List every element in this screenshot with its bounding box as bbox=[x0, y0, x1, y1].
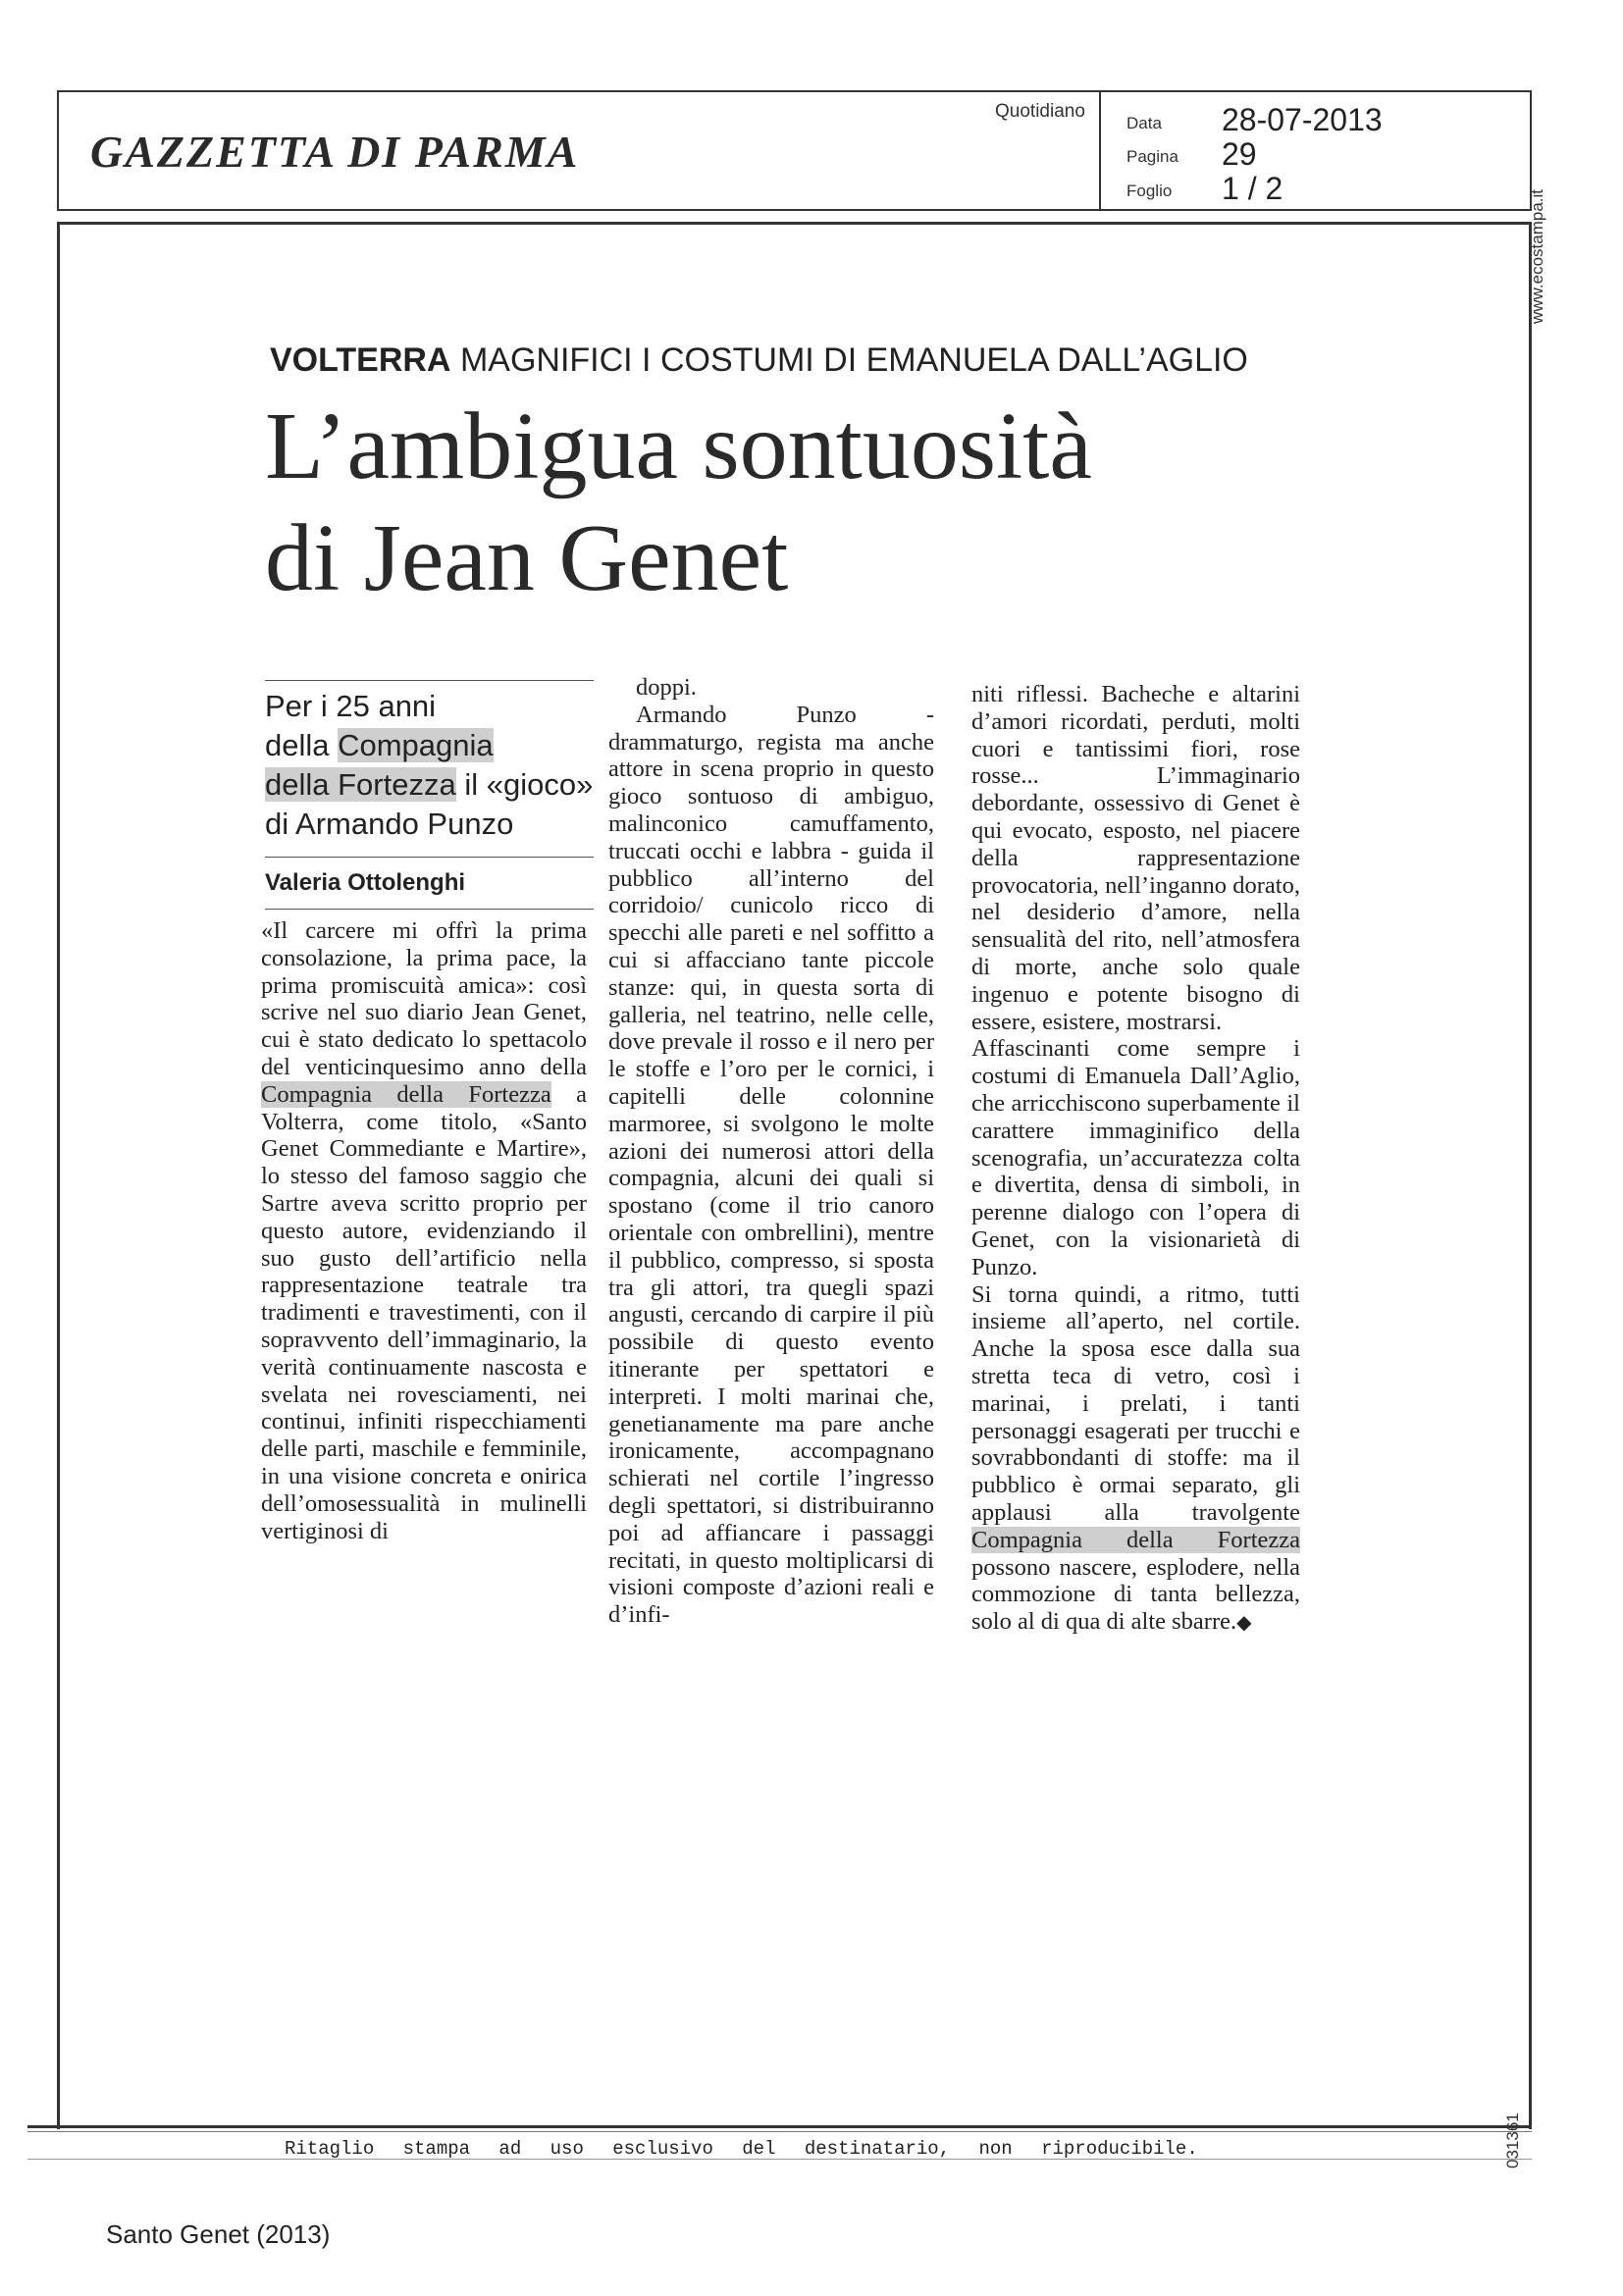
article-kicker bbox=[270, 341, 1248, 380]
summary-line-4: di Armando Punzo bbox=[265, 807, 514, 841]
summary-text: della bbox=[265, 728, 339, 762]
paragraph-text: «Il carcere mi offrì la prima consolazione, la prima pace, la prima promiscuità amica»: così scrive nel suo diario Jean Genet, cui è stato dedicato lo spettacolo del venticinquesimo anno della bbox=[261, 917, 587, 1080]
frame-bottom-rule bbox=[27, 2125, 1532, 2128]
end-mark-icon: ◆ bbox=[1236, 1612, 1252, 1635]
article-column-1 bbox=[261, 917, 587, 1544]
document-caption: Santo Genet (2013) bbox=[106, 2219, 331, 2249]
summary-line-3 bbox=[265, 765, 599, 805]
summary-top-rule bbox=[265, 680, 594, 681]
article-headline bbox=[265, 391, 1423, 614]
headline-line-2: di Jean Genet bbox=[265, 505, 789, 611]
clipping-code: 031361 bbox=[1503, 2113, 1522, 2168]
frame-right-rule bbox=[1529, 222, 1532, 2129]
newspaper-masthead: GAZZETTA DI PARMA bbox=[90, 127, 580, 177]
meta-label-date: Data bbox=[1126, 114, 1162, 132]
paragraph-text: a Volterra, come titolo, «Santo Genet Commediante e Martire», lo stesso del famoso saggio che Sartre aveva scritto proprio per questo autore, evidenziando il suo gusto dell’artificio nella rappresentazione teatrale tra tradimenti e travestimenti, con il sopravvento dell’immaginario, la verità continuamente nascosta e svelata nei rovesciamenti, nei continui, infiniti rispecchiamenti delle parti, maschile e femminile, in una visione concreta e onirica dell’omosessualità in mulinelli vertiginosi di bbox=[261, 1080, 587, 1544]
column-paragraph bbox=[261, 917, 587, 1544]
column-paragraph bbox=[971, 1281, 1300, 1638]
kicker-text: MAGNIFICI I COSTUMI DI EMANUELA DALL’AGLIO bbox=[459, 341, 1248, 379]
clipping-disclaimer: Ritaglio stampa ad uso esclusivo del destinatario, non riproducibile. bbox=[285, 2138, 1198, 2160]
meta-value-sheet: 1 / 2 bbox=[1222, 171, 1283, 206]
article-column-3 bbox=[971, 681, 1300, 1638]
frame-top-rule bbox=[57, 222, 1532, 225]
header-divider bbox=[1099, 90, 1101, 211]
highlighted-text: Compagnia bbox=[338, 728, 494, 762]
headline-line-1: L’ambigua sontuosità bbox=[265, 393, 1092, 499]
column-paragraph: Affascinanti come sempre i costumi di Emanuela Dall’Aglio, che arricchiscono superbamente il carattere immaginifico della scenografia, un’accuratezza colta e divertita, densa di simboli, in perenne dialogo con l’opera di Genet, con la visionarietà di Punzo. bbox=[971, 1035, 1300, 1280]
author-rule bbox=[265, 909, 594, 910]
column-paragraph: Armando Punzo - drammaturgo, regista ma anche attore in scena proprio in questo gioco sontuoso di ambiguo, malinconico camuffamento, truccati occhi e labbra - guida il pubblico all’interno del corridoio/ cunicolo ricco di specchi alle pareti e nel soffitto a cui si affacciano tante piccole stanze: qui, in questa sorta di galleria, nel teatrino, nelle celle, dove prevale il rosso e il nero per le stoffe e l’oro per le cornici, i capitelli delle colonnine marmoree, si svolgono le molte azioni dei numerosi attori della compagnia, alcuni dei quali si spostano (come il trio canoro orientale con ombrellini), mentre il pubblico, compresso, si sposta tra gli attori, tra quegli spazi angusti, cercando di carpire il più possibile di questo evento itinerante per spettatori e interpreti. I molti marinai che, genetianamente ma pare anche ironicamente, accompagnano schierati nel cortile l’ingresso degli spettatori, si distribuiranno poi ad affiancare i passaggi recitati, in questo moltiplicarsi di visioni composte d’azioni reali e d’infi- bbox=[608, 701, 934, 1629]
summary-bottom-rule bbox=[265, 857, 594, 858]
summary-text: il «gioco» bbox=[455, 767, 594, 802]
highlighted-text: Compagnia della Fortezza bbox=[261, 1080, 551, 1108]
highlighted-text: Compagnia della Fortezza bbox=[971, 1526, 1300, 1553]
column-paragraph: niti riflessi. Bacheche e altarini d’amori ricordati, perduti, molti cuori e tantissimi fiori, rose rosse... L’immaginario debordante, ossessivo di Genet è qui evocato, esposto, nel piacere della rappresentazione provocatoria, nell’inganno dorato, nel desiderio d’amore, nella sensualità del rito, nell’atmosfera di morte, anche solo quale ingenuo e potente bisogno di essere, esistere, mostrarsi. bbox=[971, 681, 1300, 1035]
source-url: www.ecostampa.it bbox=[1528, 189, 1546, 324]
highlighted-text: della Fortezza bbox=[265, 767, 456, 802]
frame-bottom-rule-thin bbox=[27, 2131, 1532, 2132]
column-paragraph: doppi. bbox=[636, 674, 697, 701]
summary-line-1: Per i 25 anni bbox=[265, 689, 437, 723]
meta-value-date: 28-07-2013 bbox=[1222, 102, 1383, 137]
meta-value-page: 29 bbox=[1222, 136, 1257, 172]
publication-type: Quotidiano bbox=[995, 101, 1085, 122]
kicker-location: VOLTERRA bbox=[270, 341, 451, 379]
paragraph-text: possono nascere, esplodere, nella commozione di tanta bellezza, solo al di qua di alte sbarre. bbox=[971, 1553, 1300, 1636]
summary-line-2 bbox=[265, 726, 599, 765]
paragraph-text: Si torna quindi, a ritmo, tutti insieme all’aperto, nel cortile. Anche la sposa esce dalla sua stretta teca di vetro, così i marinai, i prelati, i tanti personaggi esagerati per trucchi e sovrabbondanti di stoffe: ma il pubblico è ormai separato, gli applausi alla travolgente bbox=[971, 1280, 1300, 1526]
meta-label-sheet: Foglio bbox=[1126, 182, 1173, 200]
article-author: Valeria Ottolenghi bbox=[265, 869, 466, 896]
meta-label-page: Pagina bbox=[1126, 147, 1178, 166]
article-column-2 bbox=[608, 674, 934, 1629]
article-summary bbox=[265, 687, 599, 844]
frame-left-rule bbox=[57, 222, 60, 2129]
